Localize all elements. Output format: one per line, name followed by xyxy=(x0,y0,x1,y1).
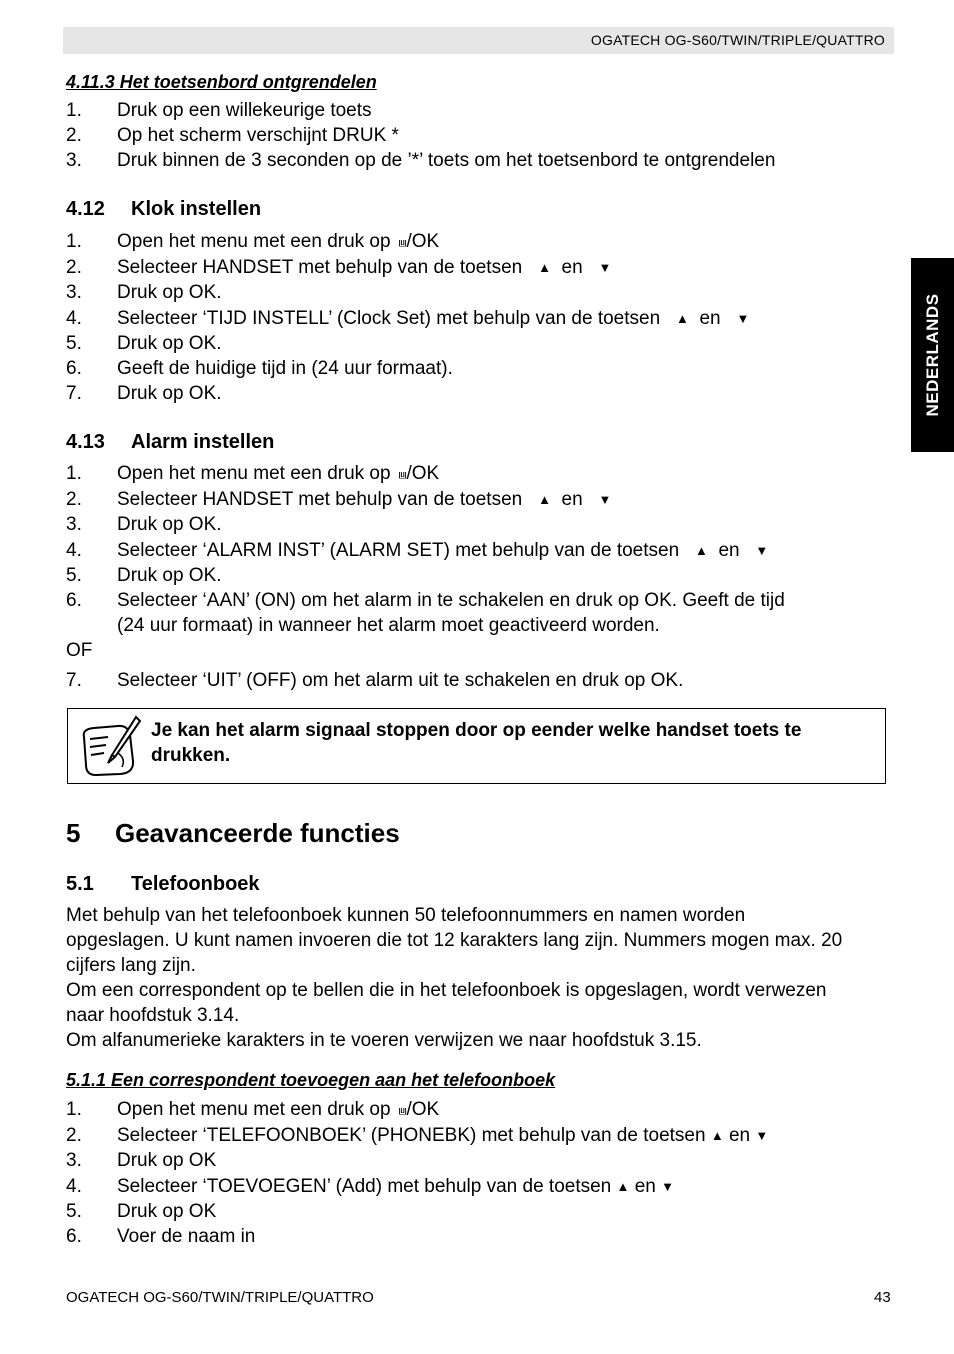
list-item: Druk op OK. xyxy=(117,383,222,404)
list-item: Druk op OK xyxy=(117,1201,217,1222)
up-arrow-icon: ▲ xyxy=(710,1128,724,1143)
list-item-and: en xyxy=(561,257,583,278)
header-model: OGATECH OG-S60/TWIN/TRIPLE/QUATTRO xyxy=(590,32,885,48)
list-number: 5. xyxy=(66,1201,82,1222)
subsection-title-5-1-1: 5.1.1 Een correspondent toevoegen aan het telefoonboek xyxy=(66,1070,556,1090)
section-number-5-1: 5.1 xyxy=(66,873,94,895)
list-item: Druk op OK. xyxy=(117,333,222,354)
list-item: Voer de naam in xyxy=(117,1226,256,1247)
list-number: 1. xyxy=(66,231,82,252)
section-title-5-1: Telefoonboek xyxy=(131,873,260,895)
list-number: 2. xyxy=(66,489,82,510)
list-item xyxy=(117,231,439,253)
list-item xyxy=(117,1176,674,1198)
note-box xyxy=(67,708,886,784)
paragraph-line: Met behulp van het telefoonboek kunnen 50 telefoonnummers en namen worden xyxy=(66,905,746,926)
list-item: Druk op OK. xyxy=(117,565,222,586)
list-item-and: en xyxy=(634,1176,656,1197)
list-item xyxy=(117,257,611,279)
list-item-text: Selecteer ‘TELEFOONBOEK’ (PHONEBK) met behulp van de toetsen xyxy=(117,1125,706,1146)
list-item-text: Open het menu met een druk op xyxy=(117,1099,391,1120)
paragraph-line: Om alfanumerieke karakters in te voeren verwijzen we naar hoofdstuk 3.15. xyxy=(66,1030,702,1051)
subsection-title-4-11-3: 4.11.3 Het toetsenbord ontgrendelen xyxy=(66,72,377,92)
list-item: Geeft de huidige tijd in (24 uur formaat). xyxy=(117,358,453,379)
list-number: 2. xyxy=(66,257,82,278)
list-item: Druk op een willekeurige toets xyxy=(117,100,372,121)
paragraph-line: Om een correspondent op te bellen die in het telefoonboek is opgeslagen, wordt verwezen xyxy=(66,980,827,1001)
list-number: 1. xyxy=(66,100,82,121)
down-arrow-icon: ▼ xyxy=(755,543,769,558)
list-number: 4. xyxy=(66,1176,82,1197)
list-item xyxy=(117,308,749,330)
note-pencil-icon xyxy=(78,715,142,779)
list-item xyxy=(117,489,611,511)
list-item-text: Selecteer HANDSET met behulp van de toetsen xyxy=(117,257,523,278)
list-item xyxy=(117,540,768,562)
list-item-text: Selecteer ‘TOEVOEGEN’ (Add) met behulp van de toetsen xyxy=(117,1176,612,1197)
list-number: 4. xyxy=(66,540,82,561)
note-line: drukken. xyxy=(151,745,231,766)
list-item-suffix: /OK xyxy=(406,1099,440,1120)
list-number: 5. xyxy=(66,333,82,354)
list-item-suffix: /OK xyxy=(406,231,440,252)
list-item-text: Selecteer HANDSET met behulp van de toetsen xyxy=(117,489,523,510)
list-item-text: Selecteer ‘TIJD INSTELL’ (Clock Set) met behulp van de toetsen xyxy=(117,308,661,329)
footer-model: OGATECH OG-S60/TWIN/TRIPLE/QUATTRO xyxy=(66,1289,374,1306)
section-title-4-12: Klok instellen xyxy=(131,198,262,220)
list-number: 3. xyxy=(66,514,82,535)
down-arrow-icon: ▼ xyxy=(598,492,612,507)
list-item: Selecteer ‘UIT’ (OFF) om het alarm uit te schakelen en druk op OK. xyxy=(117,670,684,691)
section-number-4-13: 4.13 xyxy=(66,431,105,453)
list-item: Druk op OK. xyxy=(117,282,222,303)
list-item: Op het scherm verschijnt DRUK * xyxy=(117,125,399,146)
note-text xyxy=(151,718,801,768)
list-item: Druk op OK xyxy=(117,1150,217,1171)
up-arrow-icon: ▲ xyxy=(616,1179,630,1194)
list-item xyxy=(117,1125,768,1147)
list-number: 3. xyxy=(66,150,82,171)
list-item-and: en xyxy=(699,308,721,329)
list-item-text: Selecteer ‘ALARM INST’ (ALARM SET) met behulp van de toetsen xyxy=(117,540,680,561)
menu-ok-icon: ⩏ xyxy=(398,466,407,482)
section-title-4-13: Alarm instellen xyxy=(131,431,275,453)
down-arrow-icon: ▼ xyxy=(755,1128,769,1143)
list-number: 6. xyxy=(66,358,82,379)
list-item-text: Open het menu met een druk op xyxy=(117,231,391,252)
paragraph-line: opgeslagen. U kunt namen invoeren die tot 12 karakters lang zijn. Nummers mogen max. 20 xyxy=(66,930,843,951)
list-item-and: en xyxy=(561,489,583,510)
list-item-text: Open het menu met een druk op xyxy=(117,463,391,484)
list-item: Druk op OK. xyxy=(117,514,222,535)
up-arrow-icon: ▲ xyxy=(695,543,708,558)
list-number: 2. xyxy=(66,1125,82,1146)
note-line: Je kan het alarm signaal stoppen door op eender welke handset toets te xyxy=(151,720,802,741)
down-arrow-icon: ▼ xyxy=(598,260,612,275)
list-number: 6. xyxy=(66,590,82,611)
chapter-number: 5 xyxy=(66,818,81,848)
page-header xyxy=(63,27,894,54)
list-number: 2. xyxy=(66,125,82,146)
list-item-continuation: (24 uur formaat) in wanneer het alarm moet geactiveerd worden. xyxy=(117,615,660,636)
up-arrow-icon: ▲ xyxy=(538,260,551,275)
section-number-4-12: 4.12 xyxy=(66,198,105,220)
list-number: 1. xyxy=(66,1099,82,1120)
page-number: 43 xyxy=(874,1289,891,1306)
paragraph-line: naar hoofdstuk 3.14. xyxy=(66,1005,240,1026)
list-number: 7. xyxy=(66,670,82,691)
chapter-title: Geavanceerde functies xyxy=(115,818,400,848)
list-item-and: en xyxy=(718,540,740,561)
list-number: 3. xyxy=(66,282,82,303)
list-item: Selecteer ‘AAN’ (ON) om het alarm in te schakelen en druk op OK. Geeft de tijd xyxy=(117,590,785,611)
paragraph-line: cijfers lang zijn. xyxy=(66,955,196,976)
list-item xyxy=(117,463,439,485)
list-number: 6. xyxy=(66,1226,82,1247)
down-arrow-icon: ▼ xyxy=(661,1179,674,1194)
list-item-and: en xyxy=(728,1125,751,1146)
menu-ok-icon: ⩏ xyxy=(398,234,407,250)
list-item-suffix: /OK xyxy=(406,463,440,484)
language-tab xyxy=(911,258,954,452)
list-number: 1. xyxy=(66,463,82,484)
down-arrow-icon: ▼ xyxy=(736,311,750,326)
up-arrow-icon: ▲ xyxy=(538,492,551,507)
up-arrow-icon: ▲ xyxy=(676,311,689,326)
or-label: OF xyxy=(66,640,93,661)
list-item: Druk binnen de 3 seconden op de ’*’ toets om het toetsenbord te ontgrendelen xyxy=(117,150,776,171)
list-item xyxy=(117,1099,439,1121)
menu-ok-icon: ⩏ xyxy=(398,1102,407,1118)
list-number: 4. xyxy=(66,308,82,329)
language-tab-label: NEDERLANDS xyxy=(922,293,942,417)
list-number: 7. xyxy=(66,383,82,404)
list-number: 3. xyxy=(66,1150,82,1171)
list-number: 5. xyxy=(66,565,82,586)
